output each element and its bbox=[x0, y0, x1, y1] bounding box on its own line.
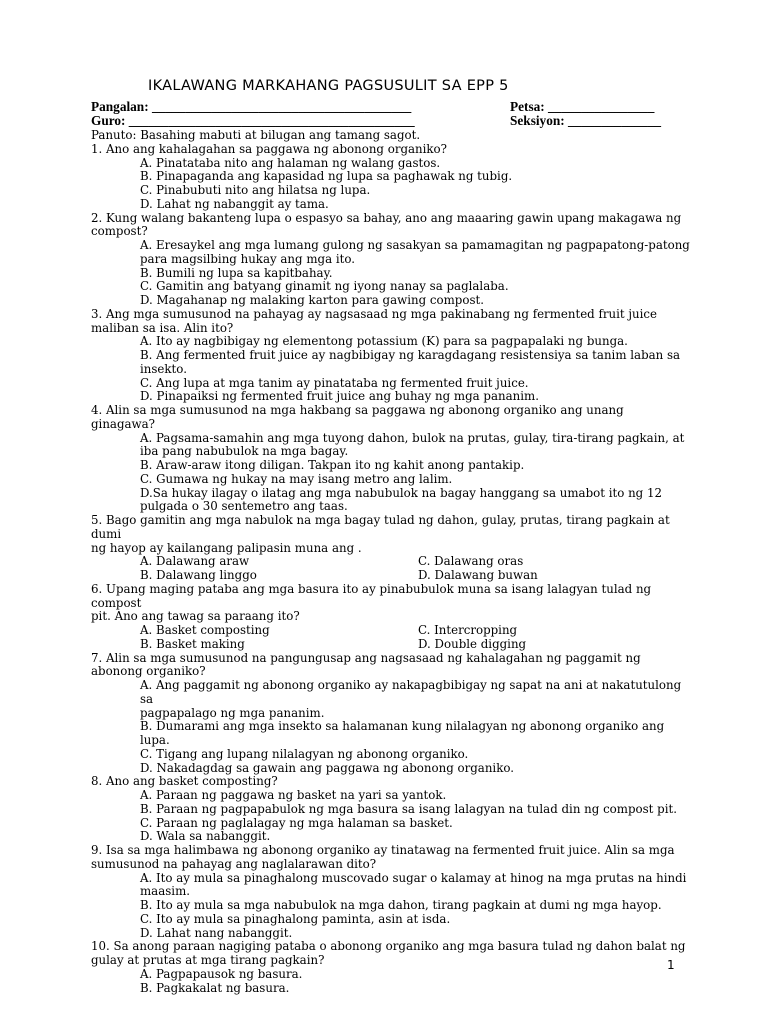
question-text: 9. Isa sa mga halimbawa ng abonong organiko ay tinatawag na fermented fruit juice. Alin sa mga bbox=[91, 843, 675, 857]
answer-option[interactable]: A. Ang paggamit ng abonong organiko ay nakapagbibigay ng sapat na ani at nakatutulong sa bbox=[140, 678, 682, 706]
answer-option[interactable]: D. Lahat nang nabanggit. bbox=[140, 925, 293, 940]
answer-option[interactable]: maasim. bbox=[140, 884, 191, 899]
question-text: 3. Ang mga sumusunod na pahayag ay nagsasaad ng mga pakinabang ng fermented fruit juice bbox=[91, 306, 657, 321]
answer-option[interactable]: A. Basket composting bbox=[140, 623, 270, 637]
answer-option[interactable]: C. Gumawa ng hukay na may isang metro ang lalim. bbox=[140, 471, 453, 486]
answer-option[interactable]: A. Dalawang araw bbox=[140, 554, 250, 569]
question-9 bbox=[91, 844, 691, 940]
answer-option[interactable]: B. Pagkakalat ng basura. bbox=[140, 980, 290, 995]
answer-option[interactable]: B. Dumarami ang mga insekto sa halamanan kung nilalagyan ng abonong organiko ang lupa. bbox=[140, 719, 665, 747]
answer-option-row bbox=[91, 555, 691, 569]
answer-option[interactable]: D. Lahat ng nabanggit ay tama. bbox=[140, 196, 329, 211]
answer-option[interactable]: iba pang nabubulok na mga bagay. bbox=[140, 444, 349, 459]
answer-option[interactable]: C. Paraan ng paglalagay ng mga halaman sa basket. bbox=[140, 815, 453, 830]
question-3 bbox=[91, 308, 691, 404]
question-text: 5. Bago gamitin ang mga nabulok na mga bagay tulad ng dahon, gulay, prutas, tirang pagkain at dumi bbox=[91, 513, 670, 541]
answer-option[interactable]: D. Double digging bbox=[418, 636, 527, 651]
answer-option[interactable]: A. Ito ay mula sa pinaghalong muscovado sugar o kalamay at hinog na mga prutas na hindi bbox=[140, 870, 687, 885]
answer-option[interactable]: D. Pinapaiksi ng fermented fruit juice ang buhay ng mga pananim. bbox=[140, 389, 539, 404]
answer-option[interactable]: A. Pagsama-samahin ang mga tuyong dahon, bulok na prutas, gulay, tira-tirang pagkain, at bbox=[140, 430, 685, 445]
question-text: 7. Alin sa mga sumusunod na pangungusap ang nagsasaad ng kahalagahan ng paggamit ng bbox=[91, 650, 641, 665]
question-1 bbox=[91, 143, 691, 212]
answer-option-row bbox=[91, 638, 691, 652]
answer-option[interactable]: C. Gamitin ang batyang ginamit ng iyong nanay sa paglalaba. bbox=[140, 279, 509, 294]
answer-option[interactable]: para magsilbing hukay ang mga ito. bbox=[140, 251, 356, 266]
question-text: 8. Ano ang basket composting? bbox=[91, 774, 278, 789]
question-text: abonong organiko? bbox=[91, 664, 206, 679]
page-title: IKALAWANG MARKAHANG PAGSUSULIT SA EPP 5 bbox=[148, 78, 509, 94]
answer-option[interactable]: D. Magahanap ng malaking karton para gawing compost. bbox=[140, 293, 485, 307]
answer-option[interactable]: A. Ito ay nagbibigay ng elementong potassium (K) para sa pagpapalaki ng bunga. bbox=[140, 334, 628, 349]
exam-body bbox=[91, 129, 691, 995]
question-6 bbox=[91, 583, 691, 652]
name-field: Pangalan: _______________________________________ bbox=[91, 99, 412, 114]
question-4 bbox=[91, 404, 691, 514]
answer-option[interactable]: D. Wala sa nabanggit. bbox=[140, 829, 271, 844]
instructions: Panuto: Basahing mabuti at bilugan ang tamang sagot. bbox=[91, 128, 421, 142]
answer-option[interactable]: C. Intercropping bbox=[418, 623, 518, 637]
question-text: ng hayop ay kailangang palipasin muna ang . bbox=[91, 540, 362, 555]
question-2 bbox=[91, 212, 691, 308]
page-number: 1 bbox=[667, 958, 675, 972]
answer-option[interactable]: B. Paraan ng pagpapabulok ng mga basura sa isang lalagyan na tulad din ng compost pit. bbox=[140, 801, 677, 816]
question-5 bbox=[91, 514, 691, 583]
answer-option[interactable]: B. Araw-araw itong diligan. Takpan ito ng kahit anong pantakip. bbox=[140, 458, 525, 472]
answer-option[interactable]: B. Pinapaganda ang kapasidad ng lupa sa paghawak ng tubig. bbox=[140, 169, 513, 184]
answer-option[interactable]: D. Dalawang buwan bbox=[418, 568, 538, 582]
question-text: 2. Kung walang bakanteng lupa o espasyo sa bahay, ano ang maaaring gawin upang makagawa ng bbox=[91, 210, 682, 225]
question-text: compost? bbox=[91, 224, 148, 239]
answer-option[interactable]: A. Eresaykel ang mga lumang gulong ng sasakyan sa pamamagitan ng pagpapatong-patong bbox=[140, 238, 690, 252]
answer-option[interactable]: B. Ito ay mula sa mga nabubulok na mga dahon, tirang pagkain at dumi ng mga hayop. bbox=[140, 898, 662, 912]
answer-option[interactable]: pulgada o 30 sentemetro ang taas. bbox=[140, 499, 348, 514]
question-text: 4. Alin sa mga sumusunod na mga hakbang sa paggawa ng abonong organiko ang unang ginagawa? bbox=[91, 403, 624, 431]
question-10 bbox=[91, 940, 691, 995]
answer-option[interactable]: C. Tigang ang lupang nilalagyan ng abonong organiko. bbox=[140, 746, 469, 761]
answer-option[interactable]: C. Ang lupa at mga tanim ay pinatataba ng fermented fruit juice. bbox=[140, 375, 529, 390]
question-text: maliban sa isa. Alin ito? bbox=[91, 320, 234, 335]
answer-option[interactable]: A. Pagpapausok ng basura. bbox=[140, 966, 303, 981]
date-field: Petsa: ________________ bbox=[510, 99, 655, 114]
answer-option[interactable]: pagpapalago ng mga pananim. bbox=[140, 705, 325, 720]
question-text: 1. Ano ang kahalagahan sa paggawa ng abonong organiko? bbox=[91, 141, 447, 156]
answer-option-row bbox=[91, 569, 691, 583]
answer-option[interactable]: D. Nakadagdag sa gawain ang paggawa ng abonong organiko. bbox=[140, 760, 514, 775]
answer-option[interactable]: B. Ang fermented fruit juice ay nagbibigay ng karagdagang resistensiya sa tanim laban sa bbox=[140, 348, 681, 362]
answer-option[interactable]: B. Basket making bbox=[140, 636, 245, 651]
answer-option[interactable]: B. Dalawang linggo bbox=[140, 568, 257, 582]
answer-option[interactable]: C. Dalawang oras bbox=[418, 554, 524, 569]
question-text: 10. Sa anong paraan nagiging pataba o abonong organiko ang mga basura tulad ng dahon balat ng bbox=[91, 939, 686, 954]
section-field: Seksiyon: ______________ bbox=[510, 113, 662, 128]
answer-option[interactable]: C. Ito ay mula sa pinaghalong paminta, asin at isda. bbox=[140, 911, 451, 926]
answer-option[interactable]: C. Pinabubuti nito ang hilatsa ng lupa. bbox=[140, 183, 371, 197]
answer-option[interactable]: A. Paraan ng paggawa ng basket na yari sa yantok. bbox=[140, 788, 447, 802]
teacher-field: Guro: ___________________________________________ bbox=[91, 113, 415, 128]
question-text: gulay at prutas at mga tirang pagkain? bbox=[91, 953, 325, 967]
answer-option[interactable]: D.Sa hukay ilagay o ilatag ang mga nabubulok na bagay hanggang sa umabot ito ng 12 bbox=[140, 485, 662, 500]
answer-option[interactable]: B. Bumili ng lupa sa kapitbahay. bbox=[140, 265, 333, 280]
question-text: sumusunod na pahayag ang naglalarawan dito? bbox=[91, 856, 377, 871]
answer-option-row bbox=[91, 624, 691, 638]
answer-option[interactable]: insekto. bbox=[140, 361, 187, 376]
question-text: pit. Ano ang tawag sa paraang ito? bbox=[91, 609, 300, 624]
answer-option[interactable]: A. Pinatataba nito ang halaman ng walang gastos. bbox=[140, 155, 441, 170]
question-text: 6. Upang maging pataba ang mga basura ito ay pinabubulok muna sa isang lalagyan tulad ng compost bbox=[91, 581, 652, 610]
question-7 bbox=[91, 652, 691, 776]
question-8 bbox=[91, 775, 691, 844]
